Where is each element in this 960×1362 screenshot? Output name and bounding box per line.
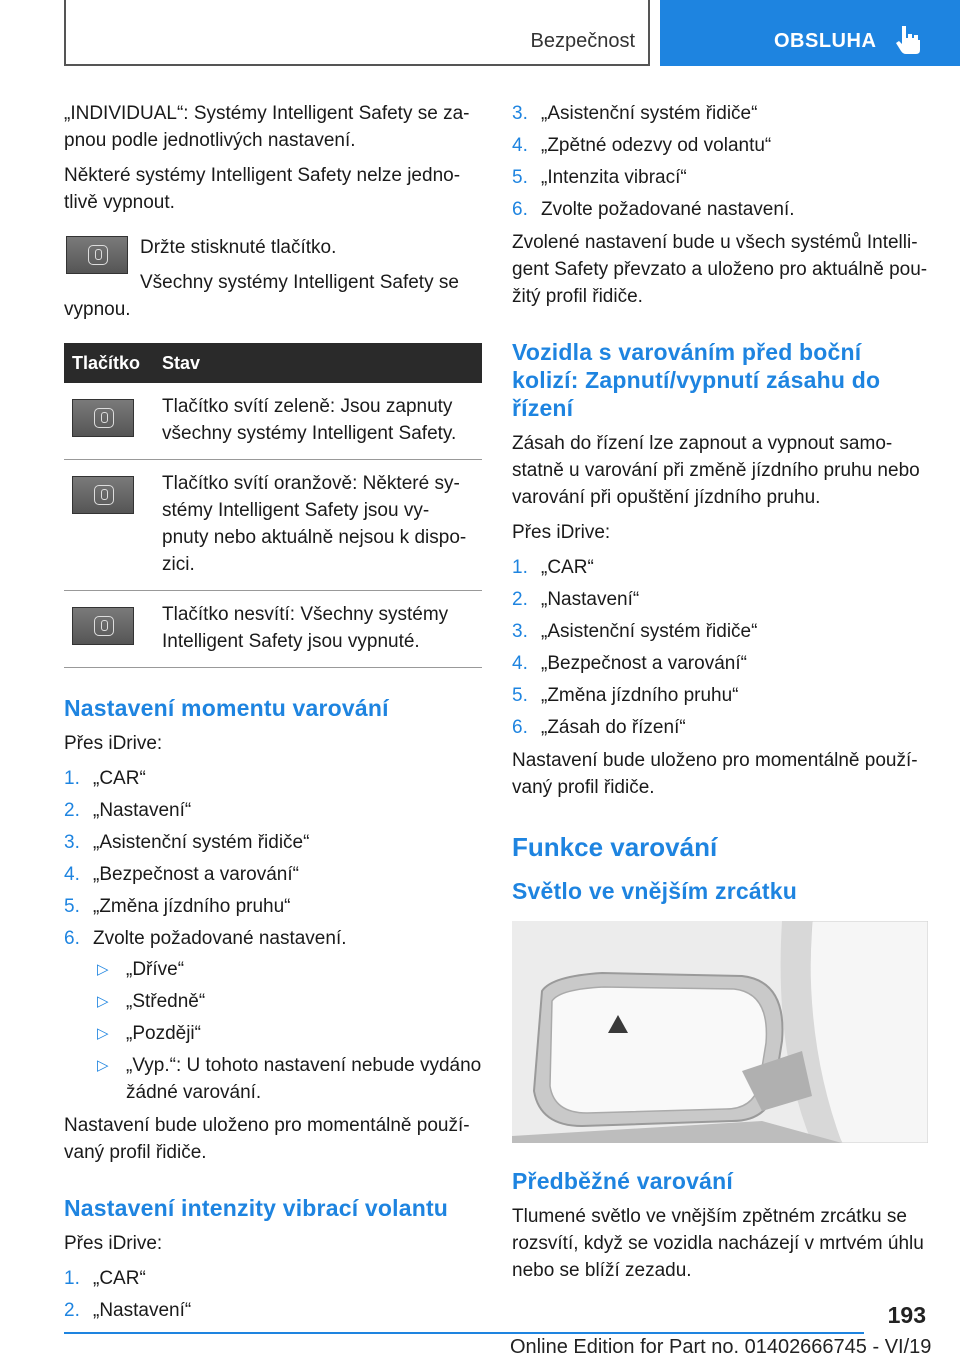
triangle-bullet-icon: ▷ xyxy=(97,961,109,978)
paragraph-setting-all-systems: Zvolené nastavení bude u všech systémů Intelli-gent Safety převzato a uloženo pro aktuálně pou-žitý profil řidiče. xyxy=(512,232,928,307)
paragraph-via-idrive: Přes iDrive: xyxy=(512,522,611,543)
sublist-item: ▷ „Středně“ xyxy=(93,988,482,1015)
paragraph-steering-intervention: Zásah do řízení lze zapnout a vypnout samo-statně u varování při změně jízdního pruhu nebo varování při opuštění jízdního pruhu. xyxy=(512,433,920,508)
header-chapter-label: OBSLUHA xyxy=(774,30,877,52)
side-mirror-drawing xyxy=(512,921,928,1143)
safety-button-green-image xyxy=(72,399,134,437)
heading-warning-moment: Nastavení momentu varování xyxy=(64,695,389,721)
page-number: 193 xyxy=(887,1302,926,1328)
list-item: 6. Zvolte požadované nastavení. xyxy=(512,199,795,220)
table-cell-status: Tlačítko svítí zeleně: Jsou zapnuty všechny systémy Intelligent Safety. xyxy=(154,383,482,460)
paragraph-via-idrive: Přes iDrive: xyxy=(64,1233,163,1254)
safety-button-icon xyxy=(94,408,114,428)
side-mirror-illustration xyxy=(512,921,928,1143)
header-chapter-tab[interactable] xyxy=(660,0,960,66)
list-item: 4. „Bezpečnost a varování“ xyxy=(64,864,299,885)
paragraph-hold-button: Držte stisknuté tlačítko. xyxy=(140,237,337,258)
sublist-item: ▷ „Později“ xyxy=(93,1020,482,1047)
list-item: 1. „CAR“ xyxy=(512,557,594,578)
paragraph-not-all: Některé systémy Intelligent Safety nelze jedno-tlivě vypnout. xyxy=(64,165,461,213)
table-row xyxy=(64,591,482,668)
table-header-button: Tlačítko xyxy=(64,343,154,383)
steps-list-vibration xyxy=(64,1265,482,1324)
table-header-status: Stav xyxy=(154,343,482,383)
paragraph-saved-profile: Nastavení bude uloženo pro momentálně použí-vaný profil řidiče. xyxy=(64,1115,470,1163)
safety-button-off-image xyxy=(72,607,134,645)
safety-button-icon xyxy=(88,245,108,265)
left-column xyxy=(64,100,482,1330)
safety-button-icon xyxy=(94,616,114,636)
heading-pre-warning: Předběžné varování xyxy=(512,1168,733,1194)
list-item: 1. „CAR“ xyxy=(64,768,146,789)
list-item: 6. „Zásah do řízení“ xyxy=(512,717,686,738)
table-cell-status: Tlačítko svítí oranžově: Některé sy-stémy Intelligent Safety jsou vy-pnuty nebo aktuálně nejsou k dispo-zici. xyxy=(154,460,482,591)
footer-divider xyxy=(64,1332,864,1334)
list-item: 1. „CAR“ xyxy=(64,1268,146,1289)
table-cell-image xyxy=(64,460,154,591)
list-item: 5. „Změna jízdního pruhu“ xyxy=(512,685,739,706)
paragraph-pre-warning: Tlumené světlo ve vnějším zpětném zrcátku se rozsvítí, když se vozidla nacházejí v mrtvém úhlu nebo se blíží zezadu. xyxy=(512,1206,924,1281)
heading-mirror-light: Světlo ve vnějším zrcátku xyxy=(512,878,797,904)
sublist-item: ▷ „Dříve“ xyxy=(93,956,482,983)
sublist-item: ▷ „Vyp.“: U tohoto nastavení nebude vydáno žádné varování. xyxy=(93,1052,482,1106)
list-item: 2. „Nastavení“ xyxy=(512,589,640,610)
table-cell-image xyxy=(64,591,154,668)
list-item: 3. „Asistenční systém řidiče“ xyxy=(64,832,310,853)
table-row xyxy=(64,383,482,460)
list-item: 6. Zvolte požadované nastavení. ▷ „Dříve“ ▷ „Středně“ ▷ „Později“ ▷ „Vyp.“: U tohoto nastavení nebude vydáno žádné varování. xyxy=(64,925,482,1106)
pointing-hand-icon xyxy=(894,22,924,56)
steps-list-vibration-cont xyxy=(512,100,930,223)
heading-side-collision: Vozidla s varováním před boční kolizí: Zapnutí/vypnutí zásahu do řízení xyxy=(512,339,881,421)
hold-button-block xyxy=(64,234,482,323)
list-item: 2. „Nastavení“ xyxy=(64,1300,192,1321)
list-item: 4. „Zpětné odezvy od volantu“ xyxy=(512,135,772,156)
footer-edition: Online Edition for Part no. 01402666745 - VI/19 xyxy=(510,1336,932,1358)
triangle-bullet-icon: ▷ xyxy=(97,1025,109,1042)
heading-warning-functions: Funkce varování xyxy=(512,832,718,862)
safety-button-icon xyxy=(94,485,114,505)
table-cell-status: Tlačítko nesvítí: Všechny systémy Intelligent Safety jsou vypnuté. xyxy=(154,591,482,668)
paragraph-saved-profile: Nastavení bude uloženo pro momentálně použí-vaný profil řidiče. xyxy=(512,750,918,798)
paragraph-all-off: Všechny systémy Intelligent Safety se vypnou. xyxy=(64,272,459,320)
options-sublist xyxy=(93,956,482,1106)
list-item: 4. „Bezpečnost a varování“ xyxy=(512,653,747,674)
safety-button-orange-image xyxy=(72,476,134,514)
intelligent-safety-button-image xyxy=(66,236,128,274)
paragraph-via-idrive: Přes iDrive: xyxy=(64,733,163,754)
heading-vibration-intensity: Nastavení intenzity vibrací volantu xyxy=(64,1195,449,1221)
list-item: 2. „Nastavení“ xyxy=(64,800,192,821)
triangle-bullet-icon: ▷ xyxy=(97,993,109,1010)
button-status-table xyxy=(64,343,482,668)
steps-list-warning xyxy=(64,765,482,1106)
paragraph-individual: „INDIVIDUAL“: Systémy Intelligent Safety se za-pnou podle jednotlivých nastavení. xyxy=(64,103,470,151)
table-row xyxy=(64,460,482,591)
list-item: 3. „Asistenční systém řidiče“ xyxy=(512,621,758,642)
right-column xyxy=(512,100,930,1292)
header-section-title: Bezpečnost xyxy=(530,30,635,52)
list-item: 5. „Změna jízdního pruhu“ xyxy=(64,896,291,917)
steps-list-steering xyxy=(512,554,930,741)
list-item: 3. „Asistenční systém řidiče“ xyxy=(512,103,758,124)
list-item: 5. „Intenzita vibrací“ xyxy=(512,167,687,188)
triangle-bullet-icon: ▷ xyxy=(97,1057,109,1074)
table-cell-image xyxy=(64,383,154,460)
